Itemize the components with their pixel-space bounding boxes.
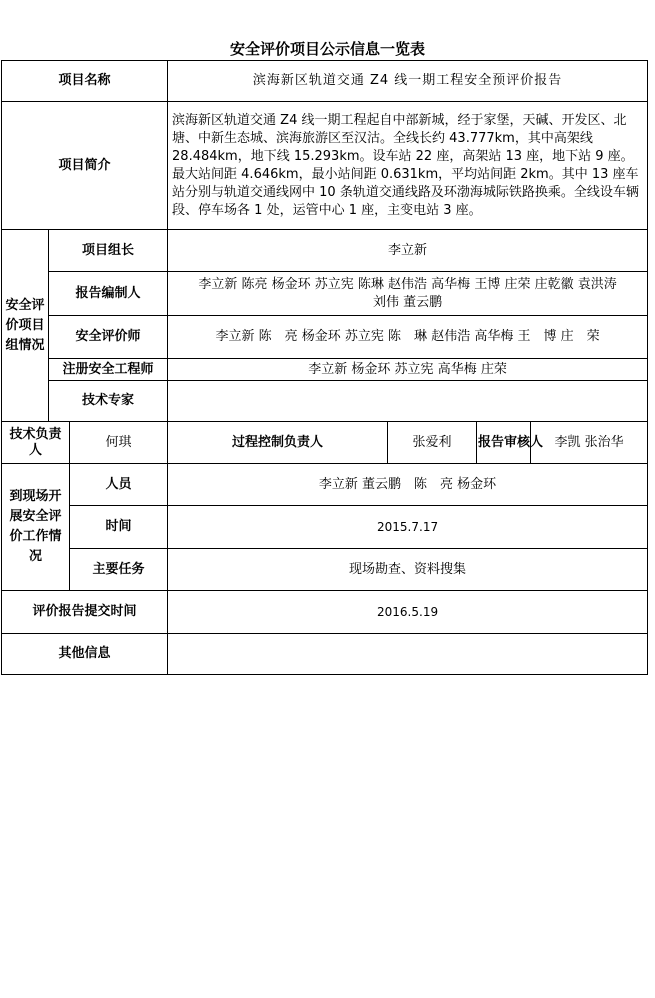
site-personnel-label: 人员	[70, 464, 168, 506]
row-site-task	[2, 549, 648, 591]
evaluators-label: 安全评价师	[49, 316, 168, 359]
team-group-label: 安全评价项目组情况	[2, 230, 49, 422]
row-team-leader	[2, 230, 648, 272]
site-group-label: 到现场开展安全评价工作情况	[2, 464, 70, 591]
authors-value: 李立新 陈亮 杨金环 苏立宪 陈琳 赵伟浩 高华梅 王博 庄荣 庄乾徽 袁洪涛 刘伟 董云鹏	[168, 272, 648, 316]
info-table	[1, 60, 648, 675]
row-site-time	[2, 506, 648, 549]
project-name-label: 项目名称	[2, 61, 168, 102]
evaluators-value: 李立新 陈 亮 杨金环 苏立宪 陈 琳 赵伟浩 高华梅 王 博 庄 荣	[168, 316, 648, 359]
site-task-label: 主要任务	[70, 549, 168, 591]
project-intro-value: 滨海新区轨道交通 Z4 线一期工程起自中部新城，经于家堡，天碱、开发区、北塘、中新生态城、滨海旅游区至汉沽。全线长约 43.777km，其中高架线 28.484km，地下线 15.293km。设车站 22 座，高架站 13 座，地下站 9 座。最大站间距 4.646km，最小站间距 0.631km，平均站间距 2km。其中 13 座车站分别与轨道交通线网中 10 条轨道交通线路及环渤海城际铁路换乘。全线设车辆段、停车场各 1 处，运管中心 1 座，主变电站 3 座。	[168, 102, 648, 230]
site-time-label: 时间	[70, 506, 168, 549]
other-info-label: 其他信息	[2, 634, 168, 675]
reviewer-value: 李凯 张治华	[531, 422, 648, 464]
site-task-value: 现场勘查、资料搜集	[168, 549, 648, 591]
row-responsible	[2, 422, 648, 464]
other-info-value	[168, 634, 648, 675]
experts-value	[168, 381, 648, 422]
tech-lead-value: 何琪	[70, 422, 168, 464]
process-lead-value: 张爱利	[388, 422, 477, 464]
site-time-value: 2015.7.17	[168, 506, 648, 549]
project-intro-label: 项目简介	[2, 102, 168, 230]
row-submit-time	[2, 591, 648, 634]
submit-time-value: 2016.5.19	[168, 591, 648, 634]
row-site-personnel	[2, 464, 648, 506]
engineers-label: 注册安全工程师	[49, 359, 168, 381]
page-title: 安全评价项目公示信息一览表	[229, 40, 425, 58]
process-lead-label: 过程控制负责人	[168, 422, 388, 464]
row-project-intro	[2, 102, 648, 230]
authors-label: 报告编制人	[49, 272, 168, 316]
row-experts	[2, 381, 648, 422]
tech-lead-label: 技术负责人	[2, 422, 70, 464]
submit-time-label: 评价报告提交时间	[2, 591, 168, 634]
engineers-value: 李立新 杨金环 苏立宪 高华梅 庄荣	[168, 359, 648, 381]
row-engineers	[2, 359, 648, 381]
site-personnel-value: 李立新 董云鹏 陈 亮 杨金环	[168, 464, 648, 506]
row-evaluators	[2, 316, 648, 359]
team-leader-label: 项目组长	[49, 230, 168, 272]
reviewer-label: 报告审核人	[477, 422, 531, 464]
row-report-authors	[2, 272, 648, 316]
row-project-name	[2, 61, 648, 102]
experts-label: 技术专家	[49, 381, 168, 422]
row-other-info	[2, 634, 648, 675]
team-leader-value: 李立新	[168, 230, 648, 272]
project-name-value: 滨海新区轨道交通 Z4 线一期工程安全预评价报告	[168, 61, 648, 102]
